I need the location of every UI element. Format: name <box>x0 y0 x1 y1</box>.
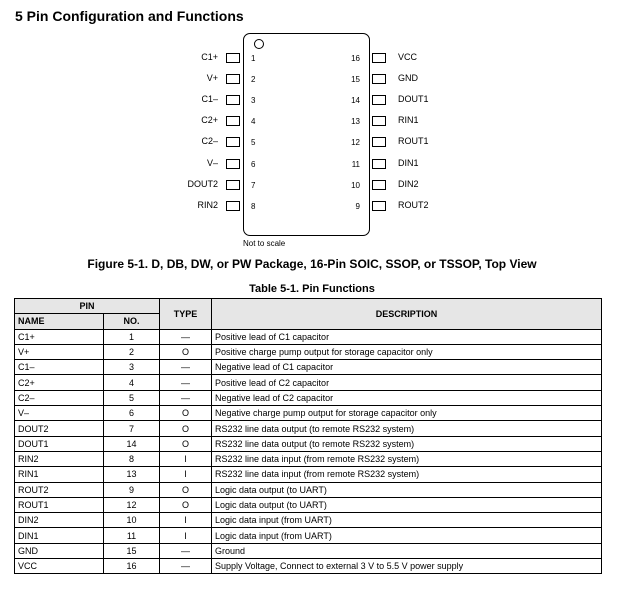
table-row <box>15 513 602 528</box>
pin-name-cell: RIN2 <box>15 451 104 466</box>
table-row <box>15 497 602 512</box>
pin-name-cell: ROUT2 <box>15 482 104 497</box>
pin-name-cell: C1– <box>15 360 104 375</box>
table-row <box>15 467 602 482</box>
scale-note: Not to scale <box>243 239 286 248</box>
figure-caption: Figure 5-1. D, DB, DW, or PW Package, 16-Pin SOIC, SSOP, or TSSOP, Top View <box>87 257 537 271</box>
pin-lead-left <box>226 201 240 211</box>
pin-name-cell: C2+ <box>15 375 104 390</box>
pin-description-cell: Negative lead of C2 capacitor <box>212 390 602 405</box>
pin-description-cell: Negative lead of C1 capacitor <box>212 360 602 375</box>
pin-description-cell: Negative charge pump output for storage capacitor only <box>212 406 602 421</box>
pin-lead-right <box>372 180 386 190</box>
right-pin-name: GND <box>398 73 418 84</box>
table-row <box>15 390 602 405</box>
pin-number-cell: 1 <box>104 329 160 344</box>
pin-lead-left <box>226 53 240 63</box>
right-pin-number: 12 <box>351 138 360 148</box>
pin-description-cell: Supply Voltage, Connect to external 3 V to 5.5 V power supply <box>212 559 602 574</box>
right-pin-number: 15 <box>351 75 360 85</box>
pin-lead-left <box>226 159 240 169</box>
pin-description-cell: Logic data input (from UART) <box>212 528 602 543</box>
pin-functions-table <box>14 298 602 574</box>
right-pin-name: RIN1 <box>398 115 419 126</box>
pin-name-cell: VCC <box>15 559 104 574</box>
pin-number-cell: 12 <box>104 497 160 512</box>
pin-number-cell: 8 <box>104 451 160 466</box>
right-pin-name: VCC <box>398 52 418 62</box>
right-pin-number: 9 <box>355 201 360 211</box>
left-pin-name: DOUT2 <box>187 178 218 189</box>
pin-lead-right <box>372 95 386 105</box>
right-pin-number: 11 <box>351 159 360 169</box>
pin-description-cell: RS232 line data input (from remote RS232 system) <box>212 451 602 466</box>
pin-description-cell: Logic data output (to UART) <box>212 482 602 497</box>
pin-type-cell: O <box>160 436 212 451</box>
pin-name-cell: DIN1 <box>15 528 104 543</box>
pin-name-cell: DIN2 <box>15 513 104 528</box>
pin-name-cell: RIN1 <box>15 467 104 482</box>
pin-description-cell: RS232 line data input (from remote RS232 system) <box>212 467 602 482</box>
left-pin-number: 1 <box>251 54 256 63</box>
ic-package-outline <box>243 33 370 236</box>
pin-description-cell: Positive lead of C2 capacitor <box>212 375 602 390</box>
pin-number-cell: 3 <box>104 360 160 375</box>
no-header: NO. <box>104 314 160 329</box>
pin-type-cell: I <box>160 513 212 528</box>
table-title: Table 5-1. Pin Functions <box>249 283 375 295</box>
pin-name-cell: C1+ <box>15 329 104 344</box>
pin-lead-right <box>372 137 386 147</box>
left-pin-name: V– <box>206 157 218 168</box>
left-pin-name: C1+ <box>201 52 218 62</box>
pin-type-cell: I <box>160 467 212 482</box>
pin-lead-left <box>226 74 240 84</box>
pin-type-cell: O <box>160 497 212 512</box>
left-pin-name: C2– <box>201 136 218 147</box>
pin-number-cell: 7 <box>104 421 160 436</box>
pin-type-cell: O <box>160 482 212 497</box>
pin-name-cell: V+ <box>15 344 104 359</box>
pin-lead-left <box>226 137 240 147</box>
left-pin-number: 3 <box>251 96 256 106</box>
right-pin-name: DOUT1 <box>398 94 429 105</box>
pin-lead-right <box>372 53 386 63</box>
pin-number-cell: 9 <box>104 482 160 497</box>
table-row <box>15 436 602 451</box>
pin-lead-left <box>226 95 240 105</box>
pin-type-cell: — <box>160 559 212 574</box>
table-row <box>15 406 602 421</box>
right-pin-number: 13 <box>351 117 360 127</box>
pin-type-cell: — <box>160 543 212 558</box>
pin-description-cell: Positive lead of C1 capacitor <box>212 329 602 344</box>
table-row <box>15 559 602 574</box>
type-header: TYPE <box>160 299 212 330</box>
pin-description-cell: RS232 line data output (to remote RS232 system) <box>212 436 602 451</box>
pin-number-cell: 11 <box>104 528 160 543</box>
right-pin-name: DIN2 <box>398 178 419 189</box>
left-pin-number: 8 <box>251 201 256 211</box>
left-pin-name: RIN2 <box>197 199 218 210</box>
pin-type-cell: O <box>160 406 212 421</box>
left-pin-name: C1– <box>201 94 218 105</box>
pin-type-cell: O <box>160 344 212 359</box>
table-row <box>15 451 602 466</box>
table-row <box>15 421 602 436</box>
pin-type-cell: — <box>160 390 212 405</box>
right-pin-number: 10 <box>351 180 360 190</box>
pin-type-cell: — <box>160 375 212 390</box>
table-body <box>15 329 602 574</box>
pin-number-cell: 16 <box>104 559 160 574</box>
pin-number-cell: 5 <box>104 390 160 405</box>
pin-number-cell: 13 <box>104 467 160 482</box>
pin-number-cell: 4 <box>104 375 160 390</box>
left-pin-number: 5 <box>251 138 256 148</box>
pin-type-cell: — <box>160 329 212 344</box>
left-pin-name: C2+ <box>201 115 218 126</box>
pin-type-cell: — <box>160 360 212 375</box>
pin-description-cell: Ground <box>212 543 602 558</box>
section-title: 5 Pin Configuration and Functions <box>15 8 244 24</box>
pin-lead-right <box>372 116 386 126</box>
pin-name-cell: DOUT2 <box>15 421 104 436</box>
pin-description-cell: Logic data input (from UART) <box>212 513 602 528</box>
pin-number-cell: 10 <box>104 513 160 528</box>
pin-number-cell: 6 <box>104 406 160 421</box>
pin-lead-right <box>372 74 386 84</box>
pin-lead-left <box>226 180 240 190</box>
left-pin-number: 6 <box>251 159 256 169</box>
description-header: DESCRIPTION <box>212 299 602 330</box>
pin-number-cell: 15 <box>104 543 160 558</box>
left-pin-number: 2 <box>251 75 256 85</box>
table-row <box>15 344 602 359</box>
pin-name-cell: DOUT1 <box>15 436 104 451</box>
pin-name-cell: V– <box>15 406 104 421</box>
table-row <box>15 543 602 558</box>
table-row <box>15 329 602 344</box>
pin-number-cell: 2 <box>104 344 160 359</box>
table-row <box>15 375 602 390</box>
pin-number-cell: 14 <box>104 436 160 451</box>
right-pin-number: 14 <box>351 96 360 106</box>
right-pin-number: 16 <box>351 54 360 63</box>
pin-type-cell: I <box>160 528 212 543</box>
right-pin-name: ROUT2 <box>398 199 429 210</box>
table-row <box>15 528 602 543</box>
left-pin-name: V+ <box>206 73 218 84</box>
pin-name-cell: GND <box>15 543 104 558</box>
right-pin-name: ROUT1 <box>398 136 429 147</box>
right-pin-name: DIN1 <box>398 157 419 168</box>
pin-description-cell: RS232 line data output (to remote RS232 system) <box>212 421 602 436</box>
pin1-indicator-icon <box>254 39 264 49</box>
name-header: NAME <box>15 314 104 329</box>
pin-type-cell: O <box>160 421 212 436</box>
pin-lead-right <box>372 201 386 211</box>
pin-lead-left <box>226 116 240 126</box>
pin-name-cell: ROUT1 <box>15 497 104 512</box>
table-row <box>15 360 602 375</box>
left-pin-number: 7 <box>251 180 256 190</box>
pin-description-cell: Positive charge pump output for storage capacitor only <box>212 344 602 359</box>
pin-description-cell: Logic data output (to UART) <box>212 497 602 512</box>
pin-header: PIN <box>15 299 160 314</box>
table-row <box>15 482 602 497</box>
pin-lead-right <box>372 159 386 169</box>
left-pin-number: 4 <box>251 117 256 127</box>
pin-type-cell: I <box>160 451 212 466</box>
pin-name-cell: C2– <box>15 390 104 405</box>
